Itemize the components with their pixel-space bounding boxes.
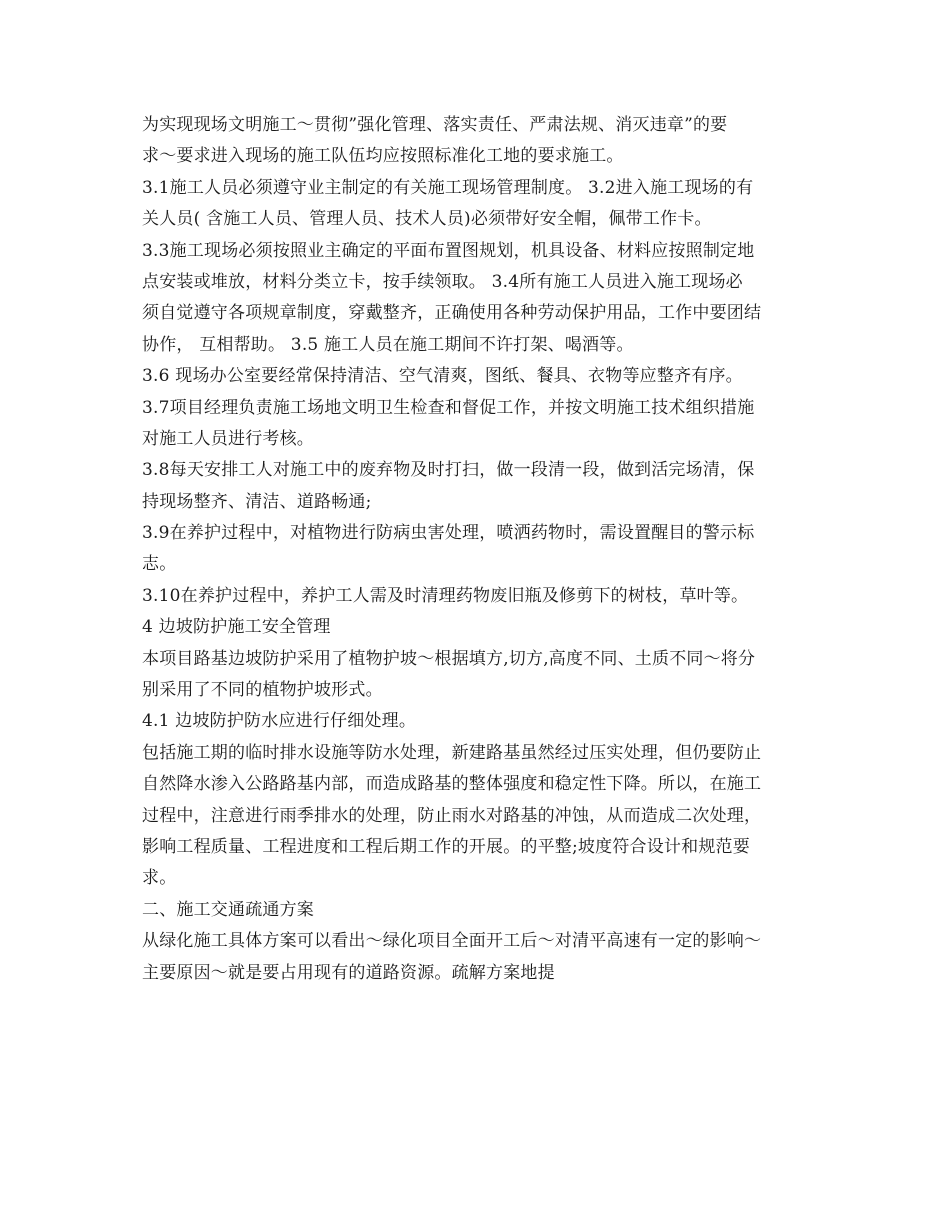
text-line: 3.10在养护过程中，养护工人需及时清理药物废旧瓶及修剪下的树枝，草叶等。 (142, 585, 749, 606)
text-line: 对施工人员进行考核。 (142, 428, 314, 449)
text-line: 求。 (142, 868, 177, 889)
text-line: 求～要求进入现场的施工队伍均应按照标准化工地的要求施工。 (142, 146, 624, 167)
section-heading: 4 边坡防护施工安全管理 (142, 617, 331, 638)
text-line: 为实现现场文明施工～贯彻”强化管理、落实责任、严肃法规、消灭违章”的要 (142, 115, 728, 135)
text-line: 3.8每天安排工人对施工中的废弃物及时打扫，做一段清一段，做到活完场清，保 (142, 460, 755, 481)
text-line: 包括施工期的临时排水设施等防水处理，新建路基虽然经过压实处理，但仍要防止 (142, 742, 762, 763)
text-line: 协作， 互相帮助。 3.5 施工人员在施工期间不许打架、喝酒等。 (142, 334, 634, 355)
text-line: 别采用了不同的植物护坡形式。 (142, 680, 383, 701)
text-line: 3.6 现场办公室要经常保持清洁、空气清爽，图纸、餐具、衣物等应整齐有序。 (142, 366, 743, 387)
text-line: 3.3施工现场必须按照业主确定的平面布置图规划，机具设备、材料应按照制定地 (142, 240, 755, 261)
section-heading: 二、施工交通疏通方案 (142, 899, 314, 920)
document-body (142, 110, 814, 989)
text-line: 主要原因～就是要占用现有的道路资源。疏解方案地提 (142, 962, 555, 983)
text-line: 点安装或堆放，材料分类立卡，按手续领取。 3.4所有施工人员进入施工现场必 (142, 271, 743, 292)
text-line: 从绿化施工具体方案可以看出～绿化项目全面开工后～对清平高速有一定的影响～ (142, 931, 762, 952)
text-line: 影响工程质量、工程进度和工程后期工作的开展。的平整;坡度符合设计和规范要 (142, 836, 750, 857)
text-line: 自然降水渗入公路路基内部，而造成路基的整体强度和稳定性下降。所以，在施工 (142, 774, 762, 795)
subsection-heading: 4.1 边坡防护防水应进行仔细处理。 (142, 711, 417, 732)
text-line: 志。 (142, 554, 177, 575)
text-line: 须自觉遵守各项规章制度，穿戴整齐，正确使用各种劳动保护用品，工作中要团结 (142, 303, 762, 324)
text-line: 3.7项目经理负责施工场地文明卫生检查和督促工作，并按文明施工技术组织措施 (142, 397, 755, 418)
text-line: 3.9在养护过程中，对植物进行防病虫害处理，喷洒药物时，需设置醒目的警示标 (142, 523, 755, 544)
text-line: 持现场整齐、清洁、道路畅通; (142, 491, 372, 512)
text-line: 本项目路基边坡防护采用了植物护坡～根据填方,切方,高度不同、土质不同～将分 (142, 648, 756, 669)
text-line: 3.1施工人员必须遵守业主制定的有关施工现场管理制度。 3.2进入施工现场的有 (142, 177, 754, 198)
text-line: 过程中，注意进行雨季排水的处理，防止雨水对路基的冲蚀，从而造成二次处理， (142, 805, 762, 826)
text-line: 关人员( 含施工人员、管理人员、技术人员)必须带好安全帽，佩带工作卡。 (142, 209, 712, 230)
